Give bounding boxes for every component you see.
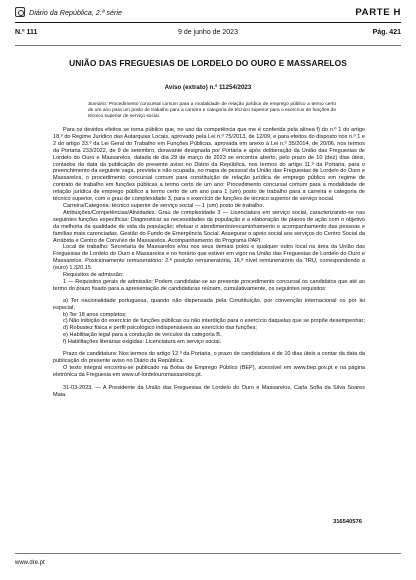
entity-title: UNIÃO DAS FREGUESIAS DE LORDELO DO OURO E MASSARELOS (69, 58, 347, 68)
document-id: 316540576 (332, 519, 362, 525)
journal-header (15, 6, 401, 18)
issue-date: 9 de junho de 2023 (178, 29, 238, 36)
requirement-item: f) Habilitações literárias exigidas: Licenciatura em serviço social. (63, 339, 222, 346)
requirement-item: a) Ter nacionalidade portuguesa, quando não dispensada pela Constituição, por convenção internacional ou por lei especial; (53, 297, 365, 311)
requirement-item: c) Não inibição do exercício de funções públicas ou não interdição para o exercício daquelas que se propõe desempenhar; (63, 318, 365, 325)
journal-title: Diário da República, 2.ª série (29, 7, 122, 17)
paragraph: Carreira/Categoria: técnico superior de serviço social — 1 (um) posto de trabalho. (63, 202, 265, 209)
site-link[interactable]: www.dre.pt (15, 560, 45, 566)
signature: 31-03-2023. — A Presidente da União das Freguesias de Lordelo do Ouro e Massarelos, Carla Sofia da Silva Soares Maia. (53, 384, 365, 398)
paragraph: 1 — Requisitos gerais de admissão: Podem candidatar-se ao presente procedimento concursal os candidatos que até ao termo do prazo fixado para a apresentação de candidaturas reúnam, cumulativamente, os seguintes requisitos: (53, 278, 365, 292)
paragraph: Prazo de candidatura: Nos termos do artigo 12.º da Portaria, o prazo de candidatura é de 10 dias úteis a contar da data da publicação do presente aviso no Diário da República. (53, 351, 365, 364)
requirement-item: b) Ter 18 anos completos; (63, 311, 127, 318)
summary (88, 102, 336, 121)
meta-divider (15, 45, 401, 46)
notice-title: Aviso (extrato) n.º 11254/2023 (164, 84, 252, 91)
requirement-item: d) Robustez física e perfil psicológico indispensáveis ao exercício das funções; (63, 325, 257, 332)
paragraph: Requisitos de admissão: (63, 272, 124, 279)
header-divider (15, 22, 401, 23)
footer-divider (15, 553, 401, 554)
summary-text: Procedimento concursal comum para a modalidade de relação jurídica de emprego público a termo certo de um ano para um posto de trabalho para a carreira e categoria de técnico superior para o exercício de funções de técnico superior de serviço social. (88, 102, 336, 120)
notice-body (53, 127, 365, 399)
paragraph: Para os devidos efeitos se torna público que, no uso da competência que me é conferida pela alínea f) do n.º 1 do artigo 18.º do Regime Jurídico das Autarquias Locais, aprovado pela Lei n.º 75/2013, de 12/09, e para efeitos do disposto nos n.º 1 e 2 do artigo 33.º da Lei Geral do Trabalho em Funções Públicas, aprovada em anexo à Lei n.º 35/2014, de 20/06, nos termos da Portaria 233/2022, de 9 de setembro, doravante designada por Portaria e após deliberação da União das Freguesias de Lordelo do Ouro e Massarelos, datada de dia 29 de março de 2023 se encontra aberto, pelo prazo de 10 (dez) dias úteis, contados da data da publicação do presente aviso no Diário da República, nos termos do artigo 11.º da Portaria, para o preenchimento da seguinte vaga, prevista e não ocupada, no mapa de pessoal da União das Freguesias de Lordelo do Ouro e Massarelos, o procedimento concursal comum para constituição de relação jurídica de emprego público em regime de contrato de trabalho em funções públicas a termo certo de um ano: Procedimento concursal comum para a modalidade de relação jurídica de emprego público a termo certo de um ano para 1 (um) posto de trabalho para a carreira e categoria de técnico superior, com o grau de complexidade 3, para o exercício de funções de técnico superior de serviço social. (53, 127, 365, 203)
summary-label: Sumário: (88, 102, 108, 107)
paragraph: O texto integral encontra-se publicado na Bolsa de Emprego Público (BEP), acessível em www.bep.gov.pt e na página eletrónica da Freguesia em www.uf-lordelouromassarelos.pt. (53, 364, 365, 378)
requirement-item: e) Habilitação legal para a condução de veículos da categoria B. (63, 332, 222, 339)
page-footer (15, 560, 401, 566)
issue-number: N.º 111 (15, 29, 38, 36)
issue-meta (15, 29, 401, 36)
paragraph: Atribuições/Competências/Atividades: Grau de complexidade 3 — Licenciatura em serviço social, caracterizando-se nas seguintes funções específicas: Diagnosticar as necessidades da população e a elaboração de planos de ação com o objetivo da melhoria da qualidade de vida da população; efetuar o atendimento/encaminhamento e acompanhamento das pessoas e famílias mais carenciadas. Gestão do Fundo de Emergência Social. Assegurar o apoio social aos serviços do Centro Social da Arrábida e Centro de Convívio de Massarelos. Acompanhamento do Programa PAPI. (53, 209, 365, 244)
paragraph: Local de trabalho: Secretaria de Massarelos e/ou nos seus demais polos e qualquer outro local na área da União das Freguesias de Lordelo do Ouro e Massarelos e no horário que estiver em vigor na União das Freguesias de Lordelo do Ouro e Massarelos. Posicionamento remuneratório: 2.ª posição remuneratória, 16.º nível remuneratório da TRU, correspondendo a (euro) 1.320,15. (53, 244, 365, 272)
part-label: PARTE H (355, 6, 401, 18)
republic-crest-icon (15, 7, 25, 17)
page-number: Pág. 421 (372, 29, 401, 36)
